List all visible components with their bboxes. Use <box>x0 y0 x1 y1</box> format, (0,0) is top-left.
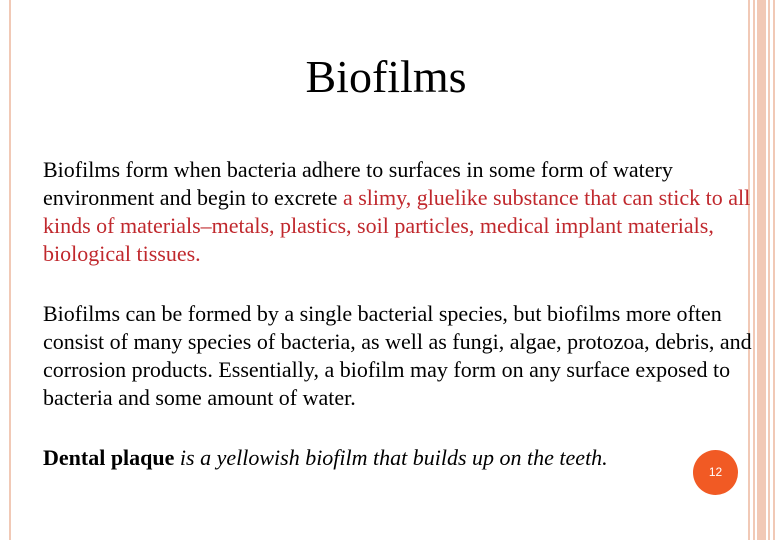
highlighted-text: a slimy, gluelike substance that can stick to all kinds of materials–metals, plastics, soil particles, medical implant materials, biological tissues. <box>43 185 751 266</box>
dental-plaque-term: Dental plaque <box>43 445 175 470</box>
paragraph-text: Biofilms form when bacteria adhere to surfaces in some form of watery environment and begin to excrete <box>43 157 673 210</box>
dental-plaque-definition: is a yellowish biofilm that builds up on the teeth. <box>174 445 608 470</box>
page-number-badge: 12 <box>693 450 738 495</box>
paragraph-biofilm-composition: Biofilms can be formed by a single bacterial species, but biofilms more often consist of many species of bacteria, as well as fungi, algae, protozoa, debris, and corrosion products. Essentially, a biofilm may form on any surface exposed to bacteria and some amount of water. <box>43 301 752 410</box>
paragraph-biofilm-formation <box>43 156 758 268</box>
slide-title: Biofilms <box>305 51 467 102</box>
paragraph-dental-plaque <box>43 444 758 472</box>
right-decorative-stripe <box>773 0 775 540</box>
